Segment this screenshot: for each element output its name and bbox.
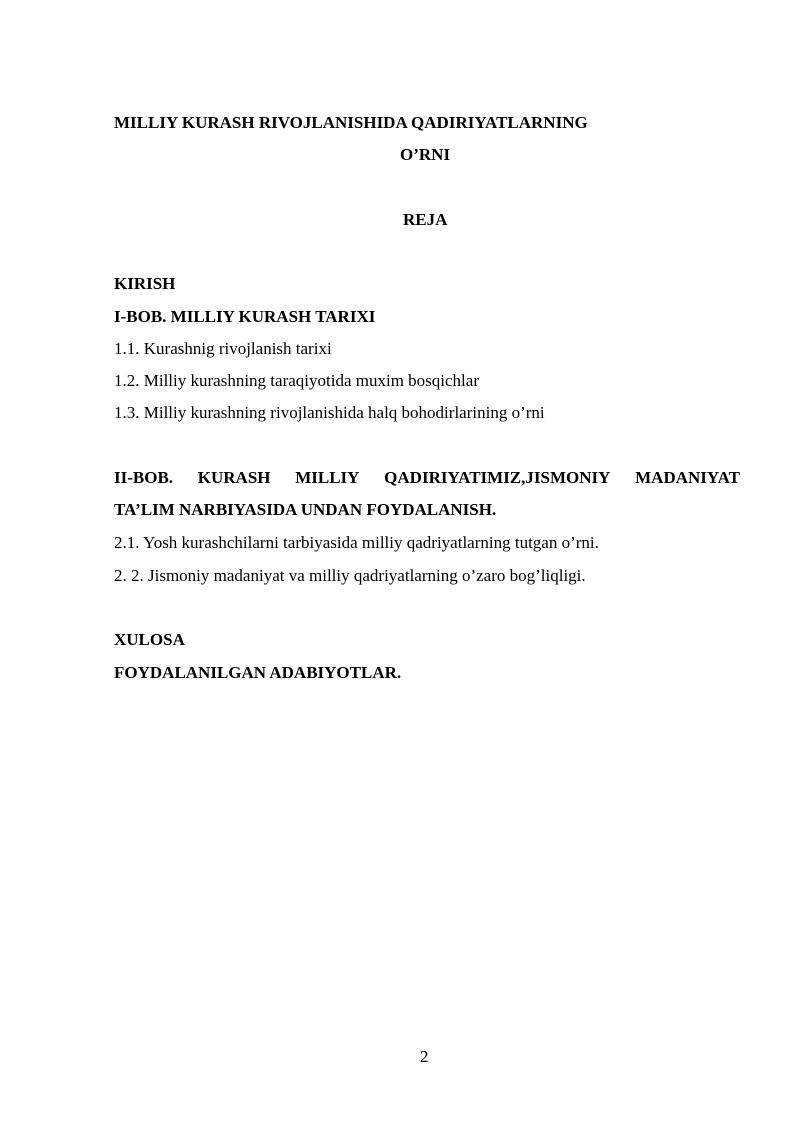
section-1-3: 1.3. Milliy kurashning rivojlanishida halq bohodirlarining o’rni bbox=[114, 403, 545, 422]
section-1-2: 1.2. Milliy kurashning taraqiyotida muxim bosqichlar bbox=[114, 371, 479, 390]
chapter-2-heading-word: KURASH bbox=[197, 468, 271, 487]
section-2-1: 2.1. Yosh kurashchilarni tarbiyasida milliy qadriyatlarning tutgan o’rni. bbox=[114, 533, 599, 552]
page-number: 2 bbox=[420, 1047, 429, 1066]
chapter-2-heading-word: II-BOB. bbox=[114, 468, 174, 487]
chapter-2-heading-line-2: TA’LIM NARBIYASIDA UNDAN FOYDALANISH. bbox=[114, 500, 497, 519]
chapter-1-heading: I-BOB. MILLIY KURASH TARIXI bbox=[114, 307, 376, 326]
section-1-1: 1.1. Kurashnig rivojlanish tarixi bbox=[114, 339, 332, 358]
references-heading: FOYDALANILGAN ADABIYOTLAR. bbox=[114, 663, 402, 682]
document-title-line-1: MILLIY KURASH RIVOJLANISHIDA QADIRIYATLARNING bbox=[114, 113, 588, 132]
intro-heading: KIRISH bbox=[114, 274, 176, 293]
conclusion-heading: XULOSA bbox=[114, 630, 185, 649]
chapter-2-heading-line-1 bbox=[114, 468, 740, 488]
section-2-2: 2. 2. Jismoniy madaniyat va milliy qadriyatlarning o’zaro bog’liqligi. bbox=[114, 566, 586, 585]
chapter-2-heading-word: MADANIYAT bbox=[635, 468, 740, 487]
document-title-line-2: O’RNI bbox=[400, 145, 451, 164]
chapter-2-heading-word: QADIRIYATIMIZ,JISMONIY bbox=[384, 468, 611, 487]
plan-heading: REJA bbox=[403, 210, 448, 229]
chapter-2-heading-word: MILLIY bbox=[295, 468, 360, 487]
